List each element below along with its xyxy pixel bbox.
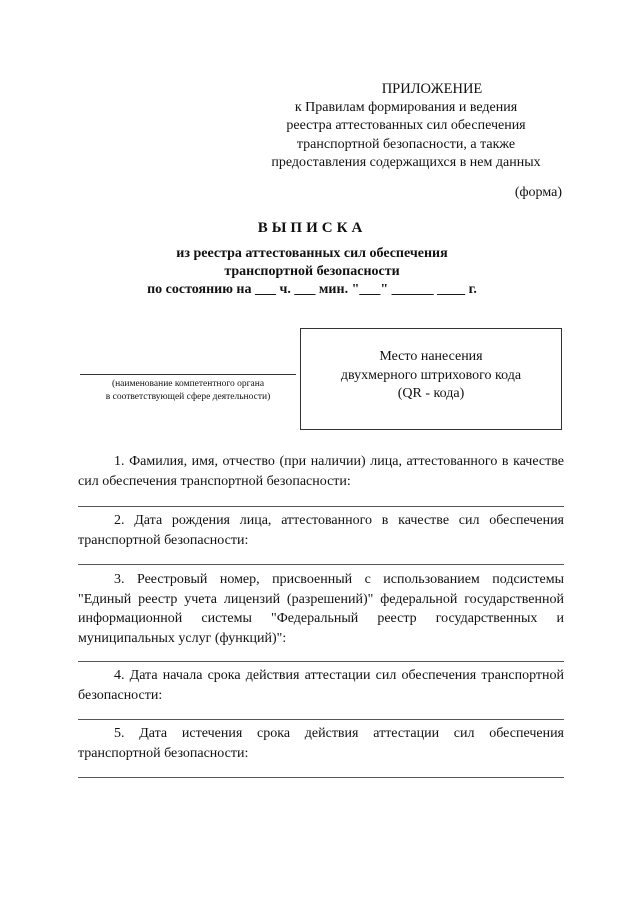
appendix-line: реестра аттестованных сил обеспечения <box>286 118 526 133</box>
item-end-date-field <box>78 777 564 778</box>
org-caption <box>76 378 300 404</box>
item-birth-date-field <box>78 564 564 565</box>
org-caption-line: в соответствующей сфере деятельности) <box>105 392 271 402</box>
item-birth-date: 2. Дата рождения лица, аттестованного в качестве сил обеспечения транспортной безопасности: <box>78 513 564 548</box>
appendix-line: к Правилам формирования и ведения <box>294 99 518 115</box>
document-title: ВЫПИСКА <box>257 220 367 236</box>
form-label: (форма) <box>514 185 562 200</box>
appendix-line: предоставления содержащихся в нем данных <box>271 155 541 170</box>
qr-box-line: Место нанесения <box>379 349 483 365</box>
qr-code-box <box>300 328 562 430</box>
qr-box-line: двухмерного штрихового кода <box>340 367 522 383</box>
subtitle-date-line: по состоянию на ___ ч. ___ мин. "___" ______ ____ г. <box>147 282 477 297</box>
document-subtitle <box>62 245 562 299</box>
subtitle-line: транспортной безопасности <box>224 264 400 279</box>
item-full-name: 1. Фамилия, имя, отчество (при наличии) лица, аттестованного в качестве сил обеспечения транспортной безопасности: <box>78 454 564 489</box>
item-registry-number-field <box>78 661 564 662</box>
appendix-header <box>250 80 562 173</box>
item-full-name-field <box>78 506 564 507</box>
item-registry-number: 3. Реестровый номер, присвоенный с использованием подсистемы "Единый реестр учета лицензий (разрешений)" федеральной государственной информационной системы "Федеральный реестр государственных и муниципальных услуг (функций)": <box>78 572 564 646</box>
appendix-title: ПРИЛОЖЕНИЕ <box>381 81 483 97</box>
item-end-date: 5. Дата истечения срока действия аттестации сил обеспечения транспортной безопасности: <box>78 726 564 761</box>
org-caption-line: (наименование компетентного органа <box>111 379 265 389</box>
item-start-date-field <box>78 719 564 720</box>
org-signature-line <box>80 374 296 375</box>
item-start-date: 4. Дата начала срока действия аттестации сил обеспечения транспортной безопасности: <box>78 668 564 703</box>
appendix-line: транспортной безопасности, а также <box>296 136 516 152</box>
subtitle-line: из реестра аттестованных сил обеспечения <box>176 246 448 261</box>
qr-box-line: (QR - кода) <box>397 386 465 402</box>
